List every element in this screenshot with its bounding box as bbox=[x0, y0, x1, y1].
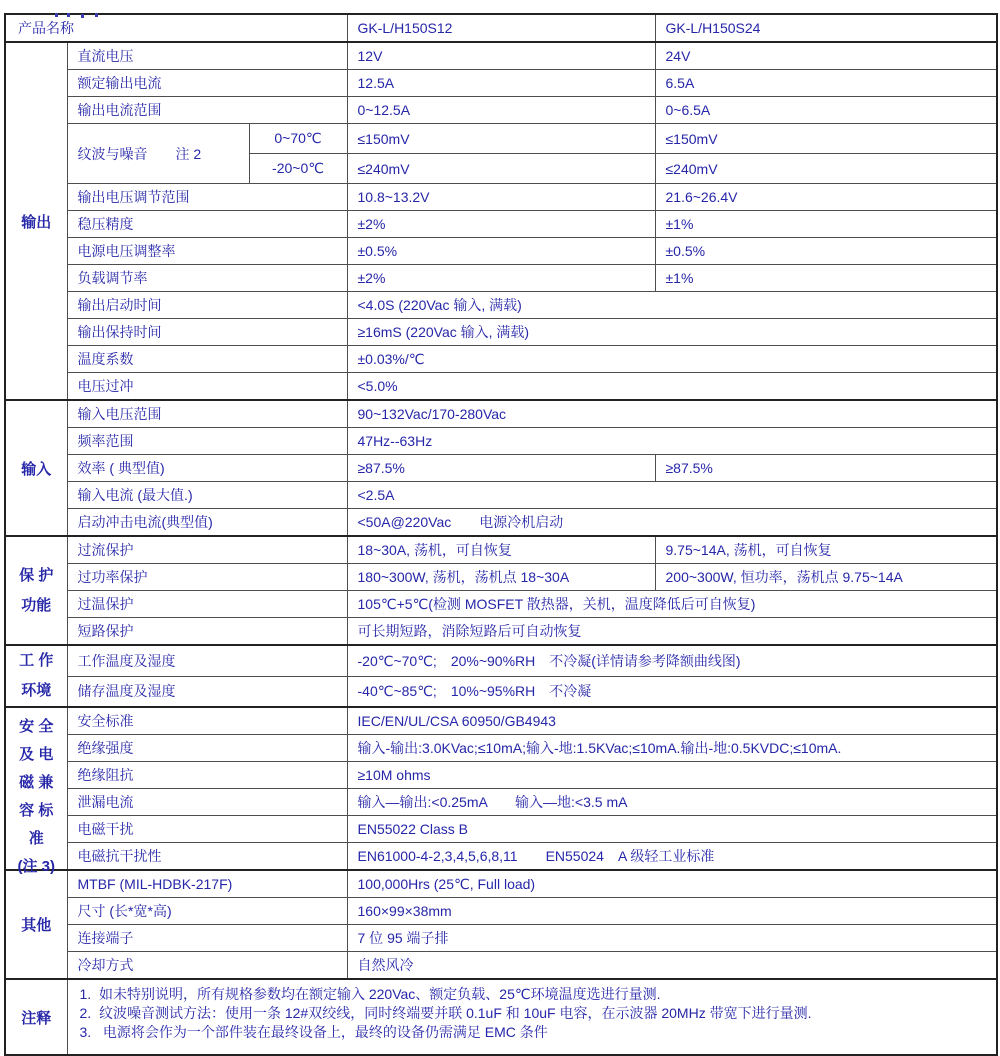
table-row bbox=[5, 925, 997, 952]
param-cell: 短路保护 bbox=[67, 618, 347, 646]
value-cell-merged: <4.0S (220Vac 输入, 满载) bbox=[347, 292, 997, 319]
param-cell: 输出启动时间 bbox=[67, 292, 347, 319]
value-cell-s12: 12V bbox=[347, 42, 655, 70]
value-cell-merged: EN55022 Class B bbox=[347, 816, 997, 843]
table-row bbox=[5, 870, 997, 898]
note-line: 1. 如未特别说明，所有规格参数均在额定输入 220Vac、额定负载、25℃环境温度选进行量测. bbox=[79, 986, 661, 1002]
value-cell-s12: ≥87.5% bbox=[347, 455, 655, 482]
value-cell-s24: 200~300W, 恒功率，荡机点 9.75~14A bbox=[655, 564, 997, 591]
param-cell: 电磁干扰 bbox=[67, 816, 347, 843]
value-cell-merged: 输入—输出:<0.25mA 输入—地:<3.5 mA bbox=[347, 789, 997, 816]
param-cell: 过温保护 bbox=[67, 591, 347, 618]
clipped-text-fragment bbox=[55, 13, 58, 17]
table-row bbox=[5, 373, 997, 401]
value-cell-merged: ≥10M ohms bbox=[347, 762, 997, 789]
param-cell: 绝缘阻抗 bbox=[67, 762, 347, 789]
section-label-protection bbox=[5, 536, 67, 645]
section-label-safety-emc bbox=[5, 707, 67, 875]
section-label-line: 安 全 bbox=[19, 717, 54, 735]
param-cell: 额定输出电流 bbox=[67, 70, 347, 97]
value-cell-merged: ≥16mS (220Vac 输入, 满载) bbox=[347, 319, 997, 346]
param-cell: 连接端子 bbox=[67, 925, 347, 952]
value-cell-s12: ≤240mV bbox=[347, 154, 655, 184]
value-cell-s24: 9.75~14A, 荡机，可自恢复 bbox=[655, 536, 997, 564]
section-label-output: 输出 bbox=[5, 42, 67, 400]
value-cell-s12: 0~12.5A bbox=[347, 97, 655, 124]
table-row bbox=[5, 676, 997, 707]
value-cell-s12: ±2% bbox=[347, 211, 655, 238]
notes-cell bbox=[67, 979, 997, 1055]
param-cell: 过流保护 bbox=[67, 536, 347, 564]
section-label-line: 环境 bbox=[21, 682, 52, 699]
param-cell: 输入电流 (最大值.) bbox=[67, 482, 347, 509]
value-cell-s24: 24V bbox=[655, 42, 997, 70]
section-label-line: 磁 兼 bbox=[19, 773, 54, 791]
param-cell: 过功率保护 bbox=[67, 564, 347, 591]
section-label-line: 保 护 bbox=[19, 566, 54, 584]
table-row bbox=[5, 591, 997, 618]
table-row bbox=[5, 645, 997, 676]
section-label-line: (注 3) bbox=[17, 857, 55, 875]
value-cell-s24: 6.5A bbox=[655, 70, 997, 97]
param-cell: 电压过冲 bbox=[67, 373, 347, 401]
value-cell-merged: IEC/EN/UL/CSA 60950/GB4943 bbox=[347, 707, 997, 735]
table-row bbox=[5, 898, 997, 925]
param-cell: 电磁抗干扰性 bbox=[67, 843, 347, 871]
param-cell: 工作温度及湿度 bbox=[67, 645, 347, 676]
table-row bbox=[5, 292, 997, 319]
param-cell: 储存温度及湿度 bbox=[67, 676, 347, 707]
note-line: 2. 纹波噪音测试方法：使用一条 12#双绞线，同时终端要并联 0.1uF 和 10uF 电容，在示波器 20MHz 带宽下进行量测. bbox=[79, 1005, 812, 1021]
param-cell-ripple: 纹波与噪音 注 2 bbox=[67, 124, 249, 184]
table-row bbox=[5, 265, 997, 292]
param-cell: 电源电压调整率 bbox=[67, 238, 347, 265]
param-cell: 温度系数 bbox=[67, 346, 347, 373]
value-cell-merged: 47Hz--63Hz bbox=[347, 428, 997, 455]
table-row bbox=[5, 70, 997, 97]
value-cell-merged: ±0.03%/℃ bbox=[347, 346, 997, 373]
table-row bbox=[5, 735, 997, 762]
table-row bbox=[5, 184, 997, 211]
value-cell-s24: ≤240mV bbox=[655, 154, 997, 184]
value-cell-merged: 105℃+5℃(检测 MOSFET 散热器，关机，温度降低后可自恢复) bbox=[347, 591, 997, 618]
table-row bbox=[5, 428, 997, 455]
value-cell-s24: ±1% bbox=[655, 265, 997, 292]
value-cell-merged: 90~132Vac/170-280Vac bbox=[347, 400, 997, 428]
table-row bbox=[5, 952, 997, 980]
temp-range-cell: -20~0℃ bbox=[249, 154, 347, 184]
value-cell-s12: 10.8~13.2V bbox=[347, 184, 655, 211]
header-row bbox=[5, 14, 997, 42]
table-row bbox=[5, 42, 997, 70]
table-row bbox=[5, 789, 997, 816]
table-row bbox=[5, 707, 997, 735]
value-cell-s24: ±1% bbox=[655, 211, 997, 238]
param-cell: 绝缘强度 bbox=[67, 735, 347, 762]
table-row bbox=[5, 400, 997, 428]
section-label-line: 功能 bbox=[21, 596, 52, 614]
section-label-notes: 注释 bbox=[5, 979, 67, 1055]
product1-name: GK-L/H150S12 bbox=[347, 14, 655, 42]
value-cell-s12: 180~300W, 荡机，荡机点 18~30A bbox=[347, 564, 655, 591]
value-cell-s12: ±2% bbox=[347, 265, 655, 292]
table-row bbox=[5, 816, 997, 843]
table-row-ripple bbox=[5, 124, 997, 154]
spec-table bbox=[4, 13, 998, 1056]
table-row bbox=[5, 564, 997, 591]
value-cell-merged: 输入-输出:3.0KVac;≤10mA;输入-地:1.5KVac;≤10mA.输出-地:0.5KVDC;≤10mA. bbox=[347, 735, 997, 762]
param-cell: 输出保持时间 bbox=[67, 319, 347, 346]
product-name-label: 产品名称 bbox=[5, 14, 347, 42]
param-cell: 输出电流范围 bbox=[67, 97, 347, 124]
table-row bbox=[5, 97, 997, 124]
param-cell: 启动冲击电流(典型值) bbox=[67, 509, 347, 537]
param-cell: 输入电压范围 bbox=[67, 400, 347, 428]
table-row bbox=[5, 509, 997, 537]
param-cell: MTBF (MIL-HDBK-217F) bbox=[67, 870, 347, 898]
table-row bbox=[5, 211, 997, 238]
table-row bbox=[5, 238, 997, 265]
param-cell: 负载调节率 bbox=[67, 265, 347, 292]
value-cell-merged: 可长期短路，消除短路后可自动恢复 bbox=[347, 618, 997, 646]
section-label-line: 及 电 bbox=[19, 745, 54, 763]
section-label-other: 其他 bbox=[5, 870, 67, 979]
section-label-line: 工 作 bbox=[19, 652, 54, 669]
note-line: 3. 电源将会作为一个部件装在最终设备上，最终的设备仍需满足 EMC 条件 bbox=[79, 1024, 548, 1040]
table-row bbox=[5, 618, 997, 646]
value-cell-s24: ±0.5% bbox=[655, 238, 997, 265]
value-cell-s24: 21.6~26.4V bbox=[655, 184, 997, 211]
param-cell: 安全标准 bbox=[67, 707, 347, 735]
value-cell-merged: EN61000-4-2,3,4,5,6,8,11 EN55024 A 级轻工业标准 bbox=[347, 843, 997, 871]
value-cell-merged: -20℃~70℃; 20%~90%RH 不冷凝(详情请参考降额曲线图) bbox=[347, 645, 997, 676]
value-cell-s24: ≥87.5% bbox=[655, 455, 997, 482]
value-cell-s12: ±0.5% bbox=[347, 238, 655, 265]
param-cell: 输出电压调节范围 bbox=[67, 184, 347, 211]
value-cell-merged: <50A@220Vac 电源冷机启动 bbox=[347, 509, 997, 537]
param-cell: 泄漏电流 bbox=[67, 789, 347, 816]
section-label-input: 输入 bbox=[5, 400, 67, 536]
table-row bbox=[5, 319, 997, 346]
value-cell-s24: ≤150mV bbox=[655, 124, 997, 154]
value-cell-merged: -40℃~85℃; 10%~95%RH 不冷凝 bbox=[347, 676, 997, 707]
table-row bbox=[5, 762, 997, 789]
value-cell-merged: 160×99×38mm bbox=[347, 898, 997, 925]
value-cell-merged: 100,000Hrs (25℃, Full load) bbox=[347, 870, 997, 898]
value-cell-merged: 自然风冷 bbox=[347, 952, 997, 980]
section-label-environment bbox=[5, 645, 67, 707]
value-cell-s12: 12.5A bbox=[347, 70, 655, 97]
param-cell: 频率范围 bbox=[67, 428, 347, 455]
param-cell: 尺寸 (长*宽*高) bbox=[67, 898, 347, 925]
table-row bbox=[5, 536, 997, 564]
table-row bbox=[5, 455, 997, 482]
value-cell-s24: 0~6.5A bbox=[655, 97, 997, 124]
value-cell-merged: <5.0% bbox=[347, 373, 997, 401]
param-cell: 稳压精度 bbox=[67, 211, 347, 238]
param-cell: 直流电压 bbox=[67, 42, 347, 70]
section-label-line: 容 标 bbox=[19, 801, 54, 819]
temp-range-cell: 0~70℃ bbox=[249, 124, 347, 154]
section-label-lines bbox=[8, 713, 65, 875]
value-cell-merged: <2.5A bbox=[347, 482, 997, 509]
section-label-line: 准 bbox=[28, 829, 44, 847]
table-row bbox=[5, 843, 997, 871]
notes-row bbox=[5, 979, 997, 1055]
value-cell-s12: ≤150mV bbox=[347, 124, 655, 154]
table-row bbox=[5, 482, 997, 509]
value-cell-merged: 7 位 95 端子排 bbox=[347, 925, 997, 952]
param-cell: 冷却方式 bbox=[67, 952, 347, 980]
value-cell-s12: 18~30A, 荡机，可自恢复 bbox=[347, 536, 655, 564]
product2-name: GK-L/H150S24 bbox=[655, 14, 997, 42]
param-cell: 效率 ( 典型值) bbox=[67, 455, 347, 482]
table-row bbox=[5, 346, 997, 373]
